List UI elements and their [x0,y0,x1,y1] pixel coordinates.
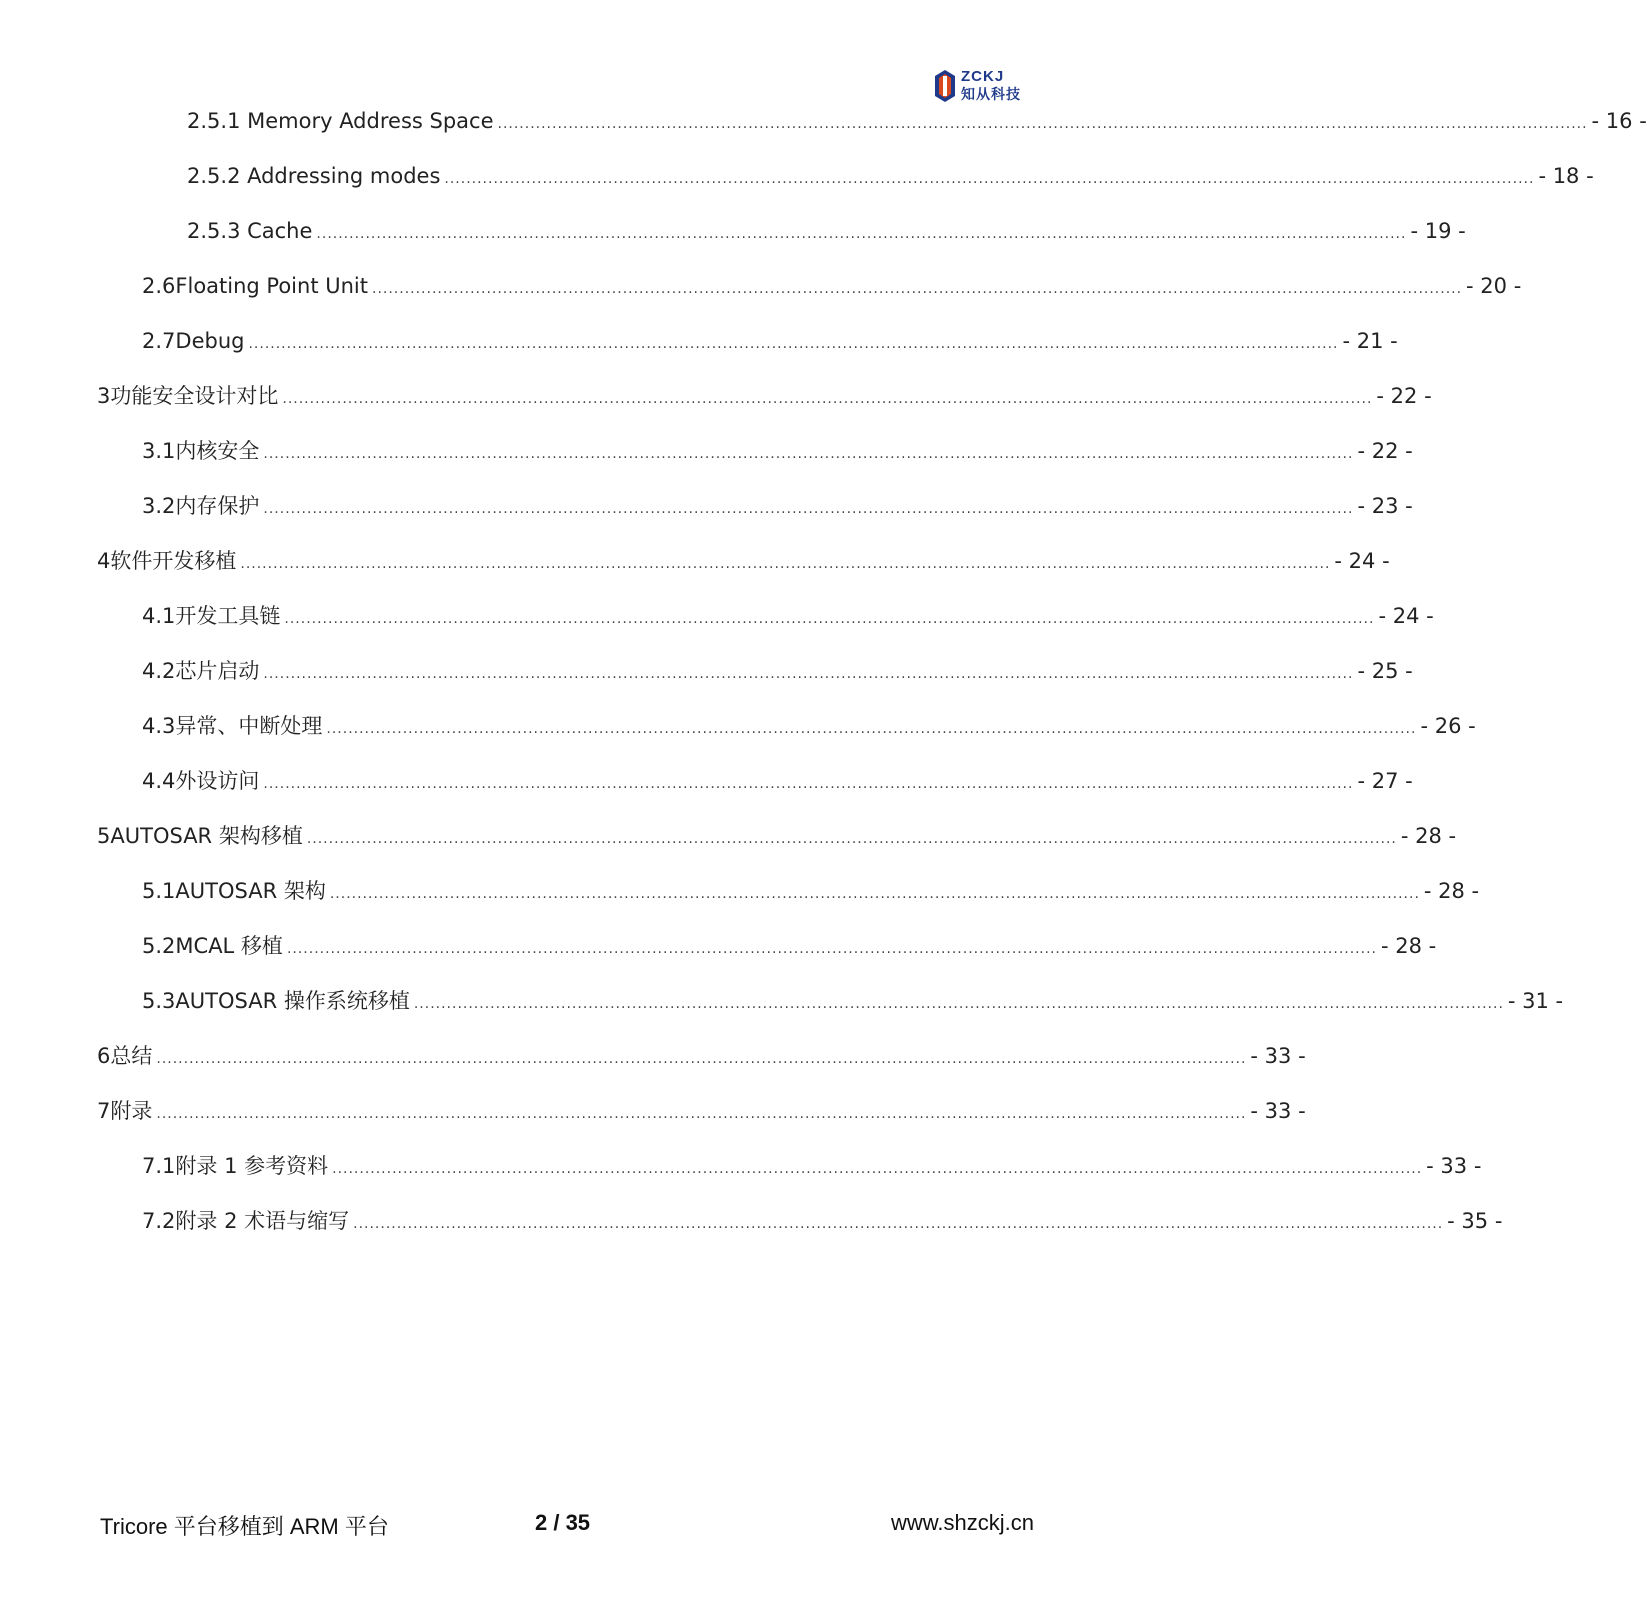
toc-entry-number: 4.4 [142,769,176,793]
logo-name-cn: 知从科技 [961,87,1021,103]
toc-dot-leader: ........................................................................................................................................................................................................ [286,941,1377,957]
toc-entry[interactable] [142,600,1434,632]
toc-entry-number: 3 [97,384,111,408]
toc-entry-title: 2.5.1 Memory Address Space [187,109,494,133]
toc-entry-title: 异常、中断处理 [175,714,323,738]
toc-dot-leader: ........................................................................................................................................................................................................ [240,556,1331,572]
toc-dot-leader: ........................................................................................................................................................................................................ [372,281,1463,297]
toc-entry-page: - 22 - [1376,384,1432,408]
toc-entry-title: 总结 [110,1044,153,1068]
toc-dot-leader: ........................................................................................................................................................................................................ [332,1161,1423,1177]
toc-dot-leader: ........................................................................................................................................................................................................ [316,226,1407,242]
toc-dot-leader: ........................................................................................................................................................................................................ [263,776,1354,792]
toc-entry-page: - 35 - [1447,1209,1503,1233]
toc-entry-number: 5.3 [142,989,176,1013]
toc-dot-leader: ........................................................................................................................................................................................................ [413,996,1504,1012]
toc-dot-leader: ........................................................................................................................................................................................................ [156,1051,1247,1067]
toc-entry-number: 4.3 [142,714,176,738]
logo-emblem-icon [933,68,957,104]
toc-entry-page: - 33 - [1250,1099,1306,1123]
toc-entry-number: 4.1 [142,604,176,628]
toc-entry-number: 2.7 [142,329,176,353]
toc-entry-page: - 26 - [1420,714,1476,738]
toc-entry[interactable] [97,1095,1306,1127]
toc-entry[interactable] [187,215,1466,247]
toc-entry-title: 2.5.2 Addressing modes [187,164,441,188]
toc-entry[interactable] [187,105,1647,137]
toc-entry[interactable] [142,985,1564,1017]
toc-entry-number: 4 [97,549,111,573]
toc-entry-number: 7.1 [142,1154,176,1178]
toc-entry-number: 5.1 [142,879,176,903]
toc-entry-page: - 33 - [1426,1154,1482,1178]
toc-dot-leader: ........................................................................................................................................................................................................ [444,171,1535,187]
toc-entry-title: AUTOSAR 架构 [175,879,326,903]
toc-dot-leader: ........................................................................................................................................................................................................ [263,446,1354,462]
toc-dot-leader: ........................................................................................................................................................................................................ [353,1216,1444,1232]
toc-entry-page: - 19 - [1410,219,1466,243]
toc-entry[interactable] [97,820,1457,852]
toc-entry-title: AUTOSAR 操作系统移植 [175,989,410,1013]
toc-entry[interactable] [142,325,1398,357]
toc-entry-number: 4.2 [142,659,176,683]
toc-dot-leader: ........................................................................................................................................................................................................ [497,116,1588,132]
toc-entry-page: - 22 - [1357,439,1413,463]
toc-entry-number: 3.2 [142,494,176,518]
toc-entry-page: - 28 - [1400,824,1457,848]
toc-entry-number: 2.6 [142,274,176,298]
toc-entry-title: Floating Point Unit [175,274,368,298]
toc-entry-title: 开发工具链 [175,604,281,628]
toc-dot-leader: ........................................................................................................................................................................................................ [326,721,1417,737]
toc-dot-leader: ........................................................................................................................................................................................................ [306,831,1397,847]
toc-entry[interactable] [142,270,1522,302]
toc-entry-page: - 20 - [1466,274,1522,298]
toc-entry-title: 软件开发移植 [110,549,237,573]
toc-dot-leader: ........................................................................................................................................................................................................ [282,391,1373,407]
toc-entry-number: 7.2 [142,1209,176,1233]
toc-entry-page: - 28 - [1423,879,1480,903]
company-logo [933,68,1038,104]
toc-entry-number: 3.1 [142,439,176,463]
toc-entry-title: 内存保护 [175,494,260,518]
toc-entry[interactable] [142,710,1476,742]
toc-entry[interactable] [97,545,1390,577]
toc-entry[interactable] [142,1205,1503,1237]
toc-dot-leader: ........................................................................................................................................................................................................ [263,501,1354,517]
toc-entry-title: AUTOSAR 架构移植 [110,824,303,848]
toc-entry-title: 附录 1 参考资料 [175,1154,329,1178]
toc-entry-title: 功能安全设计对比 [110,384,279,408]
toc-entry[interactable] [142,655,1413,687]
toc-entry-page: - 31 - [1507,989,1564,1013]
footer-page-indicator: 2 / 35 [535,1510,591,1535]
toc-entry-page: - 18 - [1538,164,1594,188]
footer-doc-title: Tricore 平台移植到 ARM 平台 [100,1514,389,1539]
toc-entry-title: 外设访问 [175,769,260,793]
toc-entry[interactable] [97,380,1432,412]
toc-entry-title: 附录 2 术语与缩写 [175,1209,350,1233]
toc-entry-page: - 25 - [1357,659,1413,683]
toc-dot-leader: ........................................................................................................................................................................................................ [156,1106,1247,1122]
toc-entry-number: 5 [97,824,111,848]
toc-entry-page: - 33 - [1250,1044,1306,1068]
toc-entry[interactable] [97,1040,1306,1072]
toc-entry-title: Debug [175,329,245,353]
toc-entry-page: - 21 - [1342,329,1398,353]
toc-entry[interactable] [187,160,1594,192]
toc-entry[interactable] [142,435,1413,467]
toc-entry-title: 芯片启动 [175,659,260,683]
toc-entry[interactable] [142,490,1413,522]
toc-entry-title: 2.5.3 Cache [187,219,313,243]
toc-entry-page: - 24 - [1334,549,1390,573]
toc-entry-page: - 27 - [1357,769,1413,793]
toc-entry-number: 5.2 [142,934,176,958]
footer-website: www.shzckj.cn [890,1510,1034,1535]
toc-dot-leader: ........................................................................................................................................................................................................ [284,611,1375,627]
toc-dot-leader: ........................................................................................................................................................................................................ [263,666,1354,682]
toc-entry-title: 内核安全 [175,439,260,463]
toc-entry-number: 6 [97,1044,111,1068]
toc-entry-title: 附录 [110,1099,153,1123]
toc-entry-number: 7 [97,1099,111,1123]
toc-entry[interactable] [142,765,1413,797]
toc-entry-title: MCAL 移植 [175,934,283,958]
toc-dot-leader: ........................................................................................................................................................................................................ [248,336,1339,352]
toc-entry[interactable] [142,1150,1482,1182]
toc-entry-page: - 28 - [1380,934,1437,958]
page-footer [100,1510,1034,1540]
toc-entry[interactable] [142,930,1437,962]
toc-entry[interactable] [142,875,1480,907]
toc-dot-leader: ........................................................................................................................................................................................................ [329,886,1420,902]
toc-entry-page: - 16 - [1591,109,1647,133]
toc-entry-page: - 23 - [1357,494,1413,518]
toc-entry-page: - 24 - [1378,604,1434,628]
logo-name-en: ZCKJ [961,68,1005,85]
